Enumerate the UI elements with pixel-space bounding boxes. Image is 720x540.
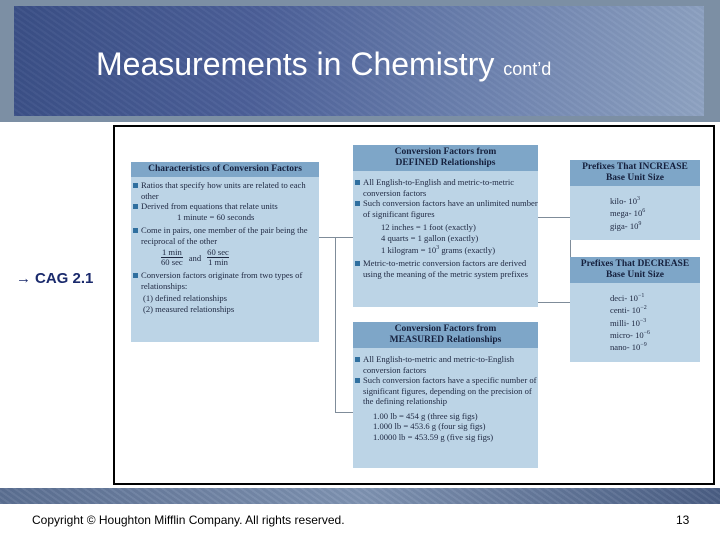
prefix-exponent: 9 [638, 220, 642, 227]
fraction-pair [131, 248, 319, 267]
characteristics-bullet-1: Ratios that specify how units are related to each other [131, 180, 319, 201]
prefix-base: 10 [631, 317, 640, 328]
connector-to-measured [335, 412, 353, 413]
decrease-title-line-2: Base Unit Size [605, 270, 665, 280]
characteristics-title: Characteristics of Conversion Factors [131, 162, 319, 177]
measured-relationships-box [353, 322, 538, 468]
prefix-exponent: −2 [640, 305, 647, 312]
prefix-row [570, 194, 700, 206]
fraction-and: and [188, 252, 202, 263]
prefix-row [570, 291, 700, 303]
defined-example-2: 4 quarts = 1 gallon (exactly) [381, 232, 479, 243]
prefix-name: kilo- [610, 195, 627, 206]
prefix-name: micro- [610, 329, 633, 340]
measured-title-line-1: Conversion Factors from [394, 324, 497, 334]
equation-minute: 1 minute = 60 seconds [177, 211, 255, 222]
characteristics-bullet-4: Conversion factors originate from two types of relationships: [131, 270, 319, 291]
measured-title [353, 322, 538, 348]
prefix-exponent: −3 [639, 317, 647, 324]
defined-relationships-box [353, 145, 538, 307]
prefix-base: 10 [628, 195, 637, 206]
conversion-factors-figure [113, 125, 715, 485]
connector-vertical [335, 237, 336, 412]
relationship-type-2: (2) measured relationships [143, 303, 235, 314]
prefix-row [570, 340, 700, 352]
fraction-2-numerator: 60 sec [207, 247, 229, 257]
fraction-2-denominator: 1 min [208, 257, 228, 267]
prefix-base: 10 [635, 329, 644, 340]
defined-example-3-exponent: 3 [436, 245, 440, 251]
increase-title-line-2: Base Unit Size [605, 173, 665, 183]
fraction-1-denominator: 60 sec [161, 257, 183, 267]
prefix-exponent: 6 [642, 208, 646, 215]
fraction-1-numerator: 1 min [161, 247, 182, 257]
relationship-type-1: (1) defined relationships [143, 293, 228, 303]
defined-title-line-1: Conversion Factors from [394, 147, 497, 157]
prefix-base: 10 [629, 220, 639, 231]
defined-bullet-2: Such conversion factors have an unlimited number of significant figures [353, 198, 538, 219]
characteristics-bullet-2: Derived from equations that relate units [131, 201, 319, 212]
increase-prefixes-box [570, 160, 700, 240]
cag-link[interactable] [16, 270, 93, 287]
increase-title [570, 160, 700, 186]
prefix-base: 10 [629, 292, 638, 303]
footer-strip [0, 488, 720, 504]
defined-example-3-text: 1 kilogram = 10 [381, 244, 437, 255]
prefix-exponent: 3 [636, 196, 640, 202]
prefix-name: milli- [610, 317, 630, 328]
fraction-1 [161, 248, 183, 267]
prefix-base: 10 [631, 305, 641, 316]
defined-example-3-tail: grams (exactly) [439, 244, 496, 255]
characteristics-box [131, 162, 319, 342]
measured-example-2: 1.000 lb = 453.6 g (four sig figs) [373, 421, 486, 431]
copyright-text: Copyright © Houghton Mifflin Company. All rights reserved. [32, 513, 345, 527]
title-banner [0, 0, 720, 122]
slide-title [96, 46, 551, 83]
defined-title-line-2: DEFINED Relationships [395, 158, 496, 168]
measured-example-1: 1.00 lb = 454 g (three sig figs) [373, 410, 478, 421]
prefix-name: centi- [610, 305, 630, 316]
defined-example-1: 12 inches = 1 foot (exactly) [381, 222, 476, 232]
defined-example-3 [353, 243, 538, 255]
cag-label: CAG 2.1 [35, 270, 94, 287]
page-number: 13 [676, 513, 690, 527]
arrow-right-icon: → [16, 270, 31, 287]
defined-title [353, 145, 538, 171]
prefix-row [570, 303, 700, 315]
prefix-row [570, 206, 700, 218]
increase-title-line-1: Prefixes That INCREASE [582, 162, 688, 172]
prefix-name: giga- [610, 220, 628, 231]
prefix-name: deci- [610, 292, 628, 303]
prefix-exponent: −9 [640, 342, 647, 349]
defined-bullet-3: Metric-to-metric conversion factors are derived using the meaning of the metric system prefixes [353, 258, 538, 279]
prefix-name: nano- [610, 342, 630, 353]
measured-bullet-2: Such conversion factors have a specific number of significant figures, depending on the precision of the defining relationship [353, 375, 538, 407]
prefix-row [570, 328, 700, 340]
prefix-base: 10 [633, 208, 643, 219]
measured-title-line-2: MEASURED Relationships [389, 335, 502, 345]
connector-mid [538, 302, 570, 303]
decrease-title-line-1: Prefixes That DECREASE [580, 259, 690, 269]
decrease-title [570, 257, 700, 283]
prefix-exponent: −6 [643, 330, 651, 337]
prefix-row [570, 316, 700, 328]
decrease-prefixes-box [570, 257, 700, 362]
fraction-2 [207, 248, 229, 267]
connector-increase [538, 217, 571, 303]
prefix-exponent: −1 [637, 293, 645, 299]
characteristics-bullet-3: Come in pairs, one member of the pair being the reciprocal of the other [131, 225, 319, 246]
prefix-row [570, 219, 700, 231]
defined-bullet-1: All English-to-English and metric-to-metric conversion factors [353, 177, 538, 198]
slide-title-suffix: cont’d [503, 59, 552, 79]
slide-title-main: Measurements in Chemistry [96, 46, 495, 82]
measured-bullet-1: All English-to-metric and metric-to-English conversion factors [353, 354, 538, 375]
measured-example-3: 1.0000 lb = 453.59 g (five sig figs) [373, 431, 494, 442]
prefix-base: 10 [631, 342, 641, 353]
prefix-name: mega- [610, 208, 632, 219]
